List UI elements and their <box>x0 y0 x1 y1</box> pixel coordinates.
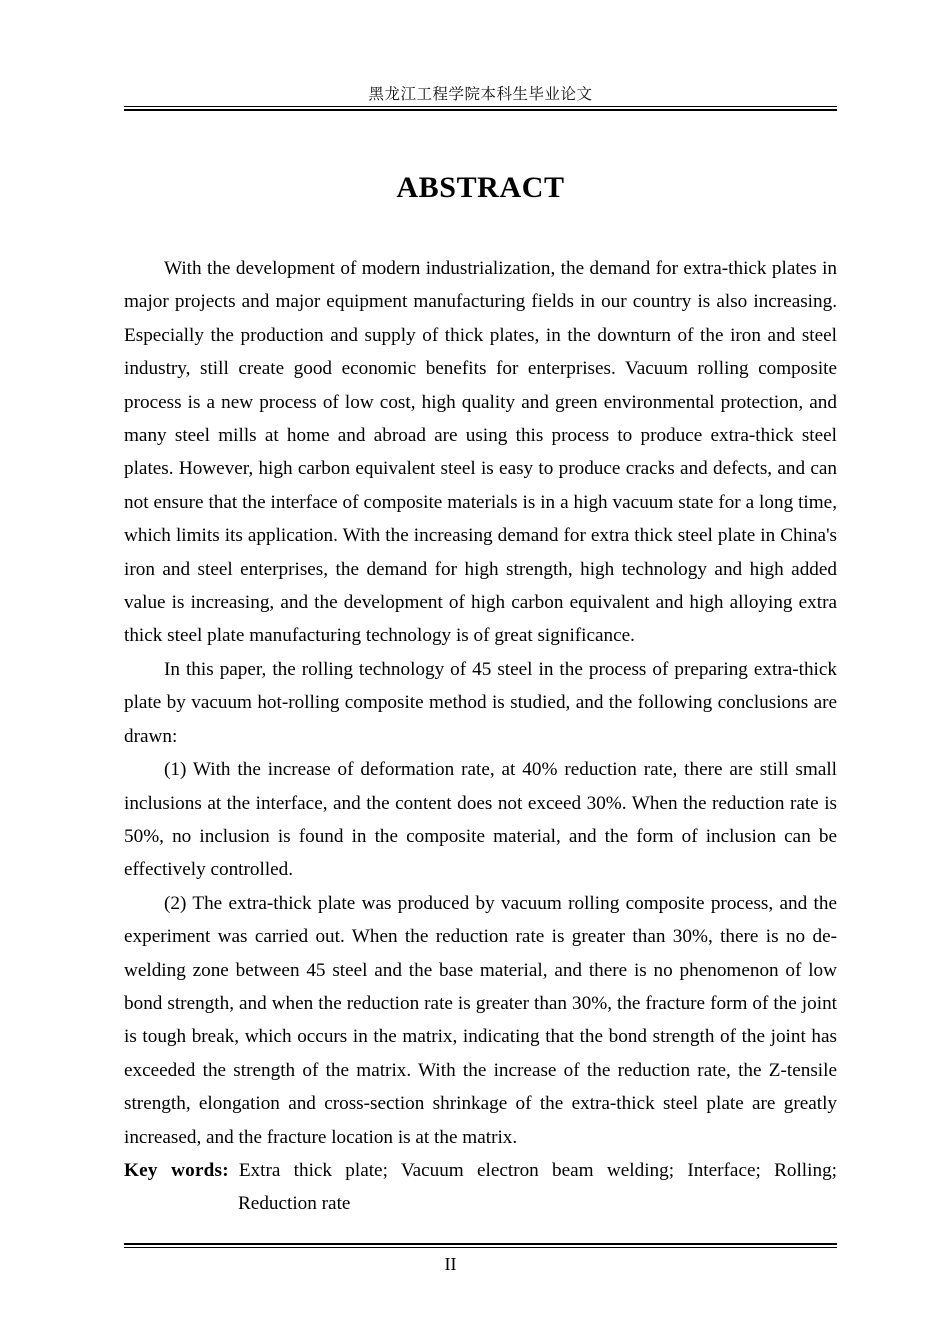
conclusion-item-1: (1) With the increase of deformation rate, at 40% reduction rate, there are still small inclusions at the interface, and the content does not exceed 30%. When the reduction rate is 50%, no inclusion is found in the composite material, and the form of inclusion can be effectively controlled. <box>124 759 837 881</box>
conclusion-item-2: (2) The extra-thick plate was produced by vacuum rolling composite process, and the experiment was carried out. When the reduction rate is greater than 30%, there is no de-welding zone between 45 steel and the base material, and there is no phenomenon of low bond strength, and when the reduction rate is greater than 30%, the fracture form of the joint is tough break, which occurs in the matrix, indicating that the bond strength of the joint has exceeded the strength of the matrix. With the increase of the reduction rate, the Z-tensile strength, elongation and cross-section shrinkage of the extra-thick steel plate are greatly increased, and the fracture location is at the matrix. <box>124 892 837 1148</box>
document-body <box>124 168 837 1221</box>
header-divider-rule <box>124 106 837 111</box>
keywords-block <box>124 1154 837 1221</box>
page-header <box>124 84 837 119</box>
page-footer <box>124 1243 837 1276</box>
running-header-title: 黑龙江工程学院本科生毕业论文 <box>368 85 593 103</box>
footer-divider-rule <box>124 1243 837 1248</box>
abstract-paragraph-1: With the development of modern industrialization, the demand for extra-thick plates in major projects and major equipment manufacturing fields in our country is also increasing. Especially the production and supply of thick plates, in the downturn of the iron and steel industry, still create good economic benefits for enterprises. Vacuum rolling composite process is a new process of low cost, high quality and green environmental protection, and many steel mills at home and abroad are using this process to produce extra-thick steel plates. However, high carbon equivalent steel is easy to produce cracks and defects, and can not ensure that the interface of composite materials is in a high vacuum state for a long time, which limits its application. With the increasing demand for extra thick steel plate in China's iron and steel enterprises, the demand for high strength, high technology and high added value is increasing, and the development of high carbon equivalent and high alloying extra thick steel plate manufacturing technology is of great significance. <box>124 258 837 647</box>
page-number: II <box>444 1254 457 1274</box>
page-title: ABSTRACT <box>396 171 565 204</box>
abstract-paragraph-2: In this paper, the rolling technology of 45 steel in the process of preparing extra-thick plate by vacuum hot-rolling composite method is studied, and the following conclusions are drawn: <box>124 658 837 747</box>
keywords-value: Extra thick plate; Vacuum electron beam welding; Interface; Rolling; Reduction rate <box>238 1159 837 1215</box>
keywords-label: Key words: <box>124 1159 229 1181</box>
